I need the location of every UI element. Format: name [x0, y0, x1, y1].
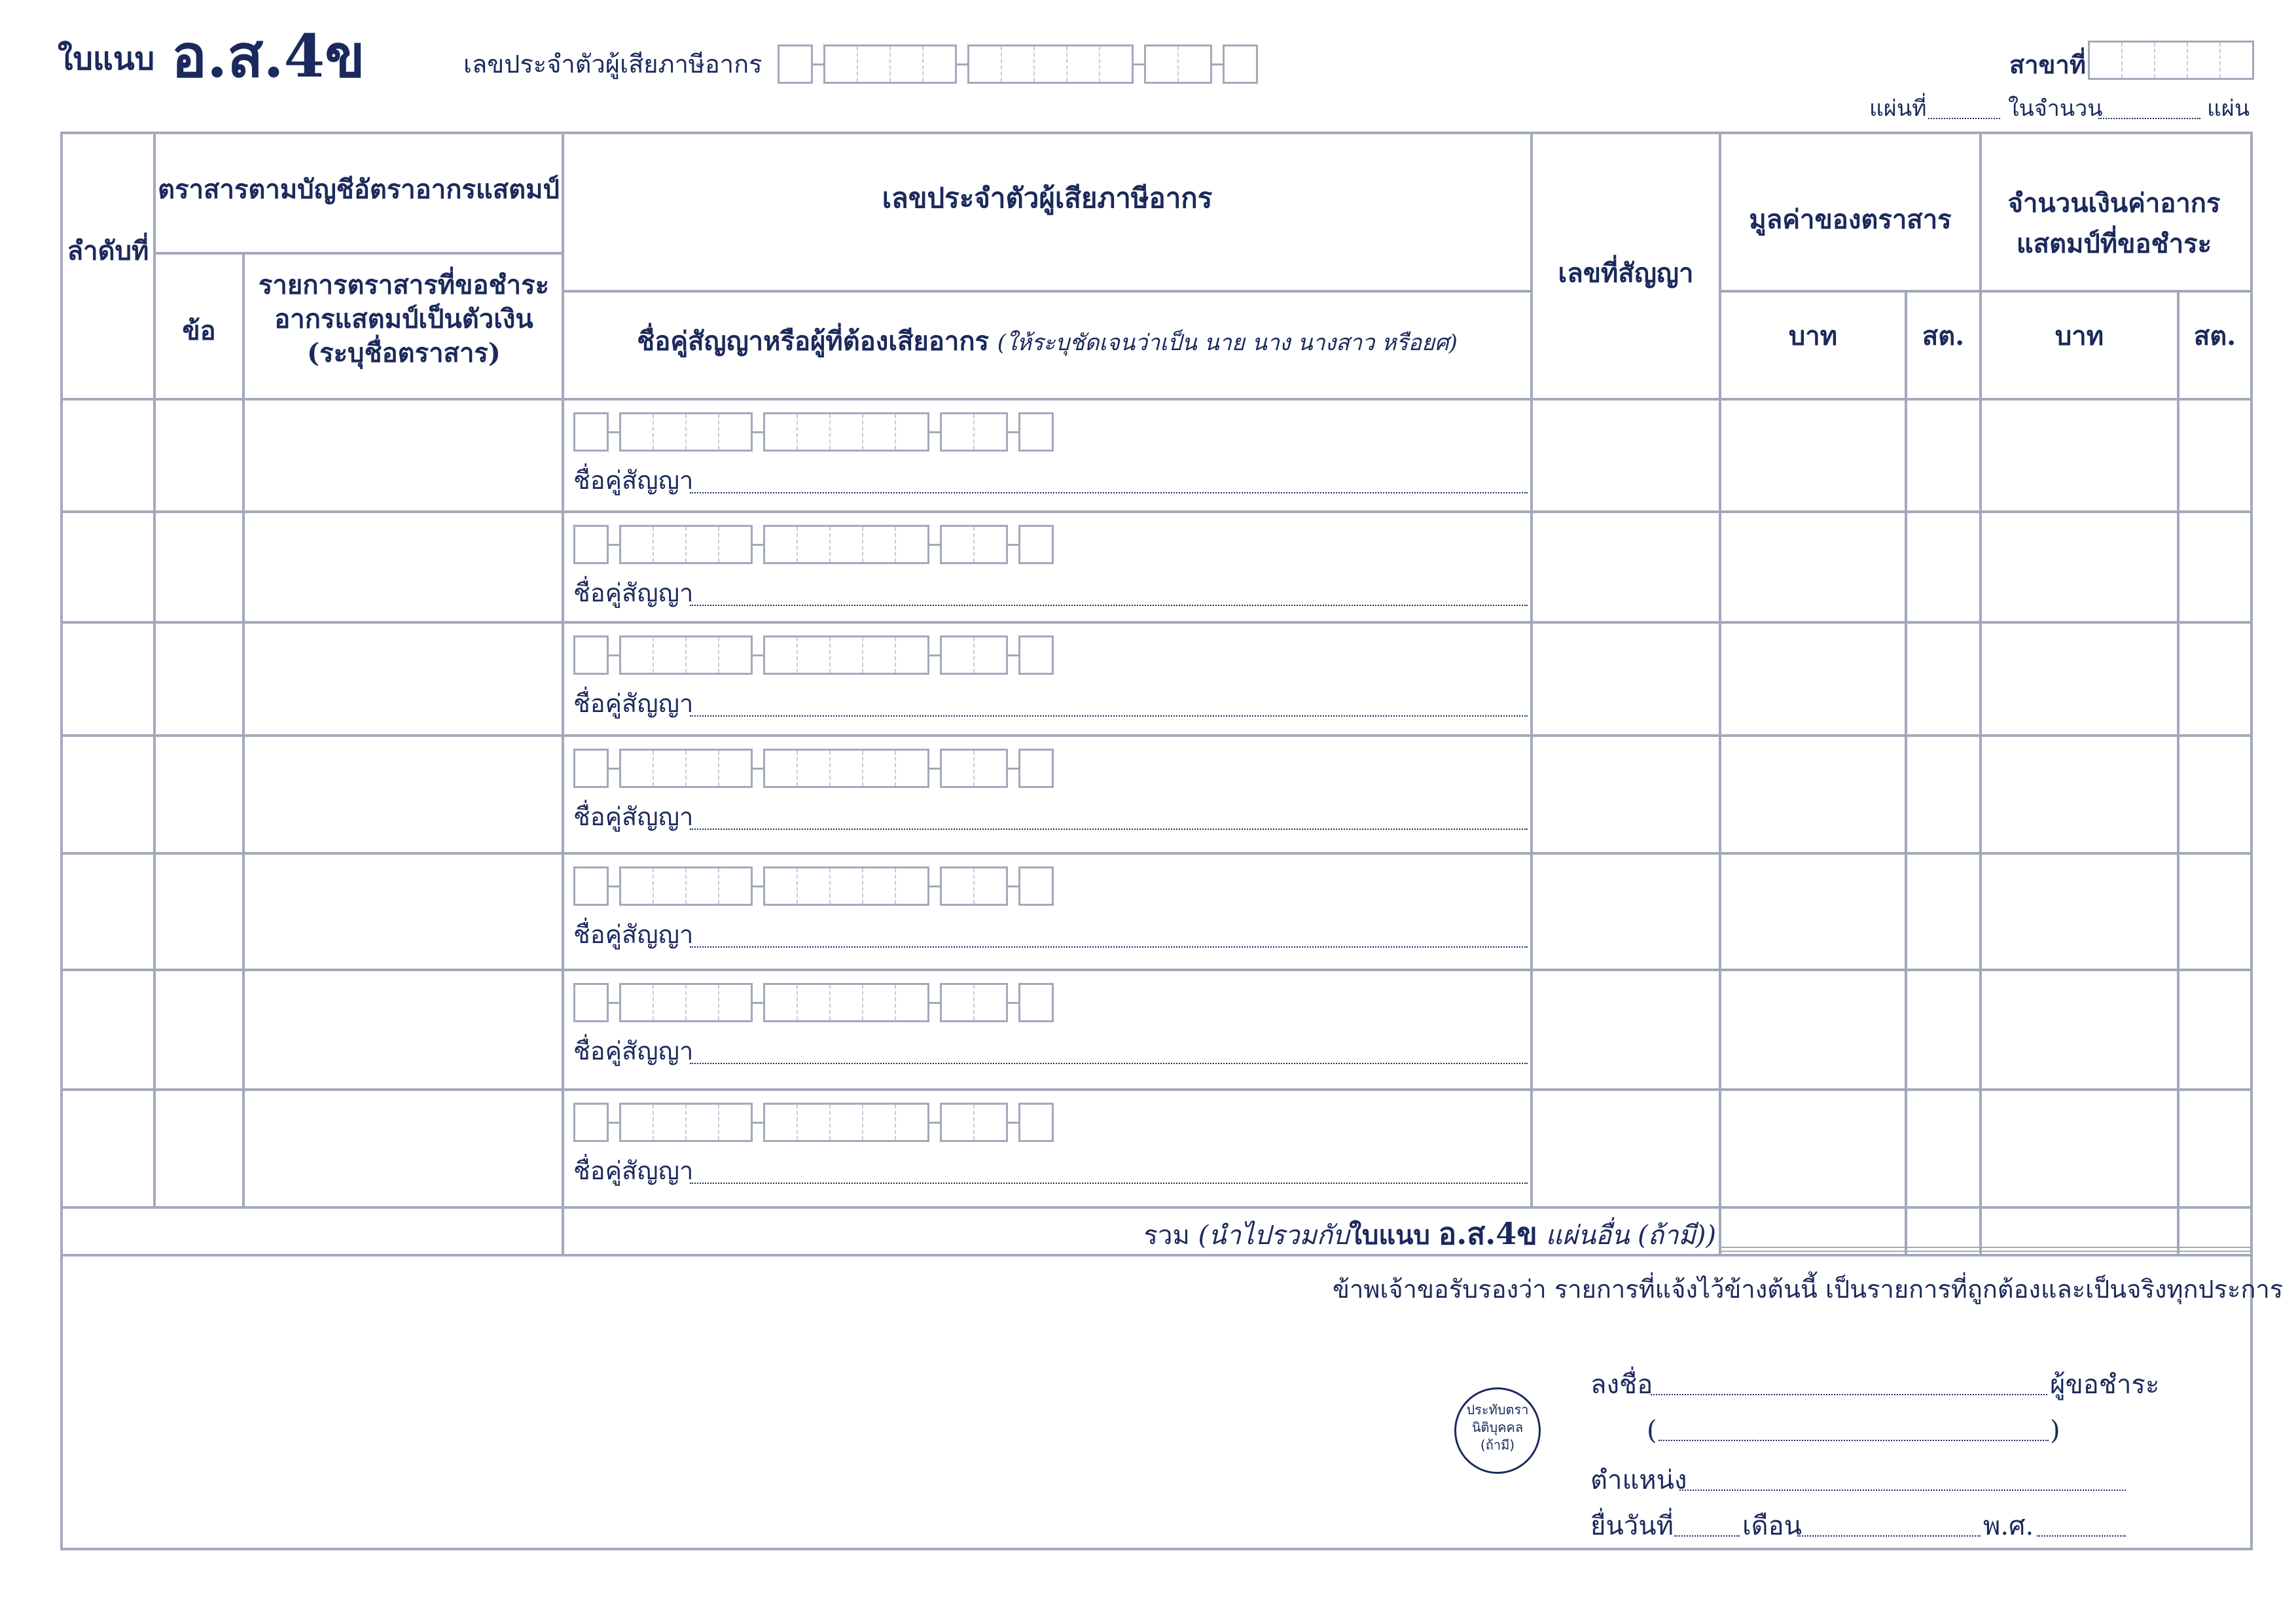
sheets-unit: แผ่น — [2207, 96, 2250, 122]
row-party-name-field[interactable] — [690, 492, 1528, 493]
position-label: ตำแหน่ง — [1590, 1465, 1687, 1495]
col-item-header: รายการตราสารที่ขอชำระอากรแสตมป์เป็นตัวเงิน (ระบุชื่อตราสาร) — [258, 270, 550, 368]
col-tin-header: เลขประจำตัวผู้เสียภาษีอากร — [882, 182, 1213, 214]
col-value-header: มูลค่าของตราสาร — [1749, 204, 1952, 235]
year-label: พ.ศ. — [1983, 1511, 2034, 1541]
paren-close: ) — [2050, 1416, 2060, 1446]
col-contract-no-header: เลขที่สัญญา — [1558, 258, 1694, 289]
col-duty-satang-header: สต. — [2193, 321, 2236, 351]
branch-label: สาขาที่ — [2009, 50, 2086, 79]
row-party-name-label: ชื่อคู่สัญญา — [573, 1156, 694, 1185]
row-party-name-field[interactable] — [690, 1183, 1528, 1184]
total-word: รวม — [1143, 1221, 1190, 1251]
printed-name-field[interactable] — [1659, 1440, 2049, 1441]
total-attach-word: ใบแนบ — [1349, 1220, 1430, 1251]
col-duty-baht-header: บาท — [2054, 321, 2104, 351]
row-tin-input[interactable] — [573, 635, 1054, 675]
row-tin-input[interactable] — [573, 749, 1054, 788]
row-party-name-label: ชื่อคู่สัญญา — [573, 802, 694, 831]
row-tin-input[interactable] — [573, 866, 1054, 906]
col-party-header-bold: ชื่อคู่สัญญาหรือผู้ที่ต้องเสียอากร — [637, 326, 990, 357]
signature-field[interactable] — [1651, 1394, 2047, 1395]
col-duty-header: จำนวนเงินค่าอากรแสตมป์ที่ขอชำระ — [2007, 188, 2221, 259]
total-note-end: แผ่นอื่น (ถ้ามี)) — [1545, 1221, 1716, 1251]
position-field[interactable] — [1679, 1489, 2126, 1491]
filed-day-label: ยื่นวันที่ — [1590, 1511, 1674, 1541]
form-prefix: ใบแนบ — [58, 41, 155, 77]
row-party-name-label: ชื่อคู่สัญญา — [573, 579, 694, 607]
seal-line-2: นิติบุคคล — [1471, 1419, 1524, 1435]
row-tin-input[interactable] — [573, 412, 1054, 452]
row-party-name-field[interactable] — [690, 715, 1528, 717]
of-total-label: ในจำนวน — [2008, 96, 2103, 122]
seal-line-3: (ถ้ามี) — [1480, 1437, 1515, 1453]
col-instrument-group-header: ตราสารตามบัญชีอัตราอากรแสตมป์ — [158, 174, 560, 205]
row-tin-input[interactable] — [573, 525, 1054, 564]
row-tin-input[interactable] — [573, 1103, 1054, 1142]
col-value-satang-header: สต. — [1922, 321, 1965, 351]
col-value-baht-header: บาท — [1788, 321, 1838, 351]
seal-line-1: ประทับตรา — [1466, 1402, 1529, 1418]
row-party-name-field[interactable] — [690, 829, 1528, 830]
filed-day-field[interactable] — [1674, 1535, 1740, 1537]
form-code: อ.ส.4ข — [171, 22, 365, 91]
filed-month-field[interactable] — [1797, 1535, 1981, 1537]
col-party-header-note: (ให้ระบุชัดเจนว่าเป็น นาย นาง นางสาว หรือยศ) — [997, 330, 1458, 356]
total-sheets-field[interactable] — [2098, 118, 2200, 119]
col-clause-header: ข้อ — [182, 315, 216, 346]
row-tin-input[interactable] — [573, 983, 1054, 1022]
row-party-name-label: ชื่อคู่สัญญา — [573, 1037, 694, 1065]
col-party-header — [564, 326, 1530, 357]
applicant-label: ผู้ขอชำระ — [2050, 1370, 2160, 1400]
total-label — [1144, 1216, 1716, 1252]
col-seq-header: ลำดับที่ — [67, 236, 149, 266]
row-party-name-field[interactable] — [690, 1063, 1528, 1064]
sheet-number-field[interactable] — [1928, 118, 2000, 119]
row-party-name-label: ชื่อคู่สัญญา — [573, 920, 694, 949]
row-party-name-label: ชื่อคู่สัญญา — [573, 466, 694, 495]
header-tin-input[interactable] — [778, 45, 1258, 84]
total-note-start: (นำไปรวมกับ — [1198, 1221, 1350, 1251]
branch-number-input[interactable] — [2088, 41, 2254, 80]
row-party-name-field[interactable] — [690, 605, 1528, 606]
sheet-label: แผ่นที่ — [1869, 96, 1927, 122]
company-seal-placeholder — [1454, 1387, 1541, 1474]
row-party-name-field[interactable] — [690, 946, 1528, 948]
tin-label: เลขประจำตัวผู้เสียภาษีอากร — [463, 50, 762, 79]
filed-year-field[interactable] — [2037, 1535, 2126, 1537]
row-party-name-label: ชื่อคู่สัญญา — [573, 689, 694, 718]
paren-open: ( — [1647, 1416, 1657, 1446]
total-form-code: อ.ส.4ข — [1438, 1216, 1537, 1251]
month-label: เดือน — [1742, 1511, 1803, 1541]
certification-text: ข้าพเจ้าขอรับรองว่า รายการที่แจ้งไว้ข้างต้นนี้ เป็นรายการที่ถูกต้องและเป็นจริงทุกประการ — [1333, 1275, 2284, 1304]
sign-label: ลงชื่อ — [1590, 1370, 1653, 1400]
